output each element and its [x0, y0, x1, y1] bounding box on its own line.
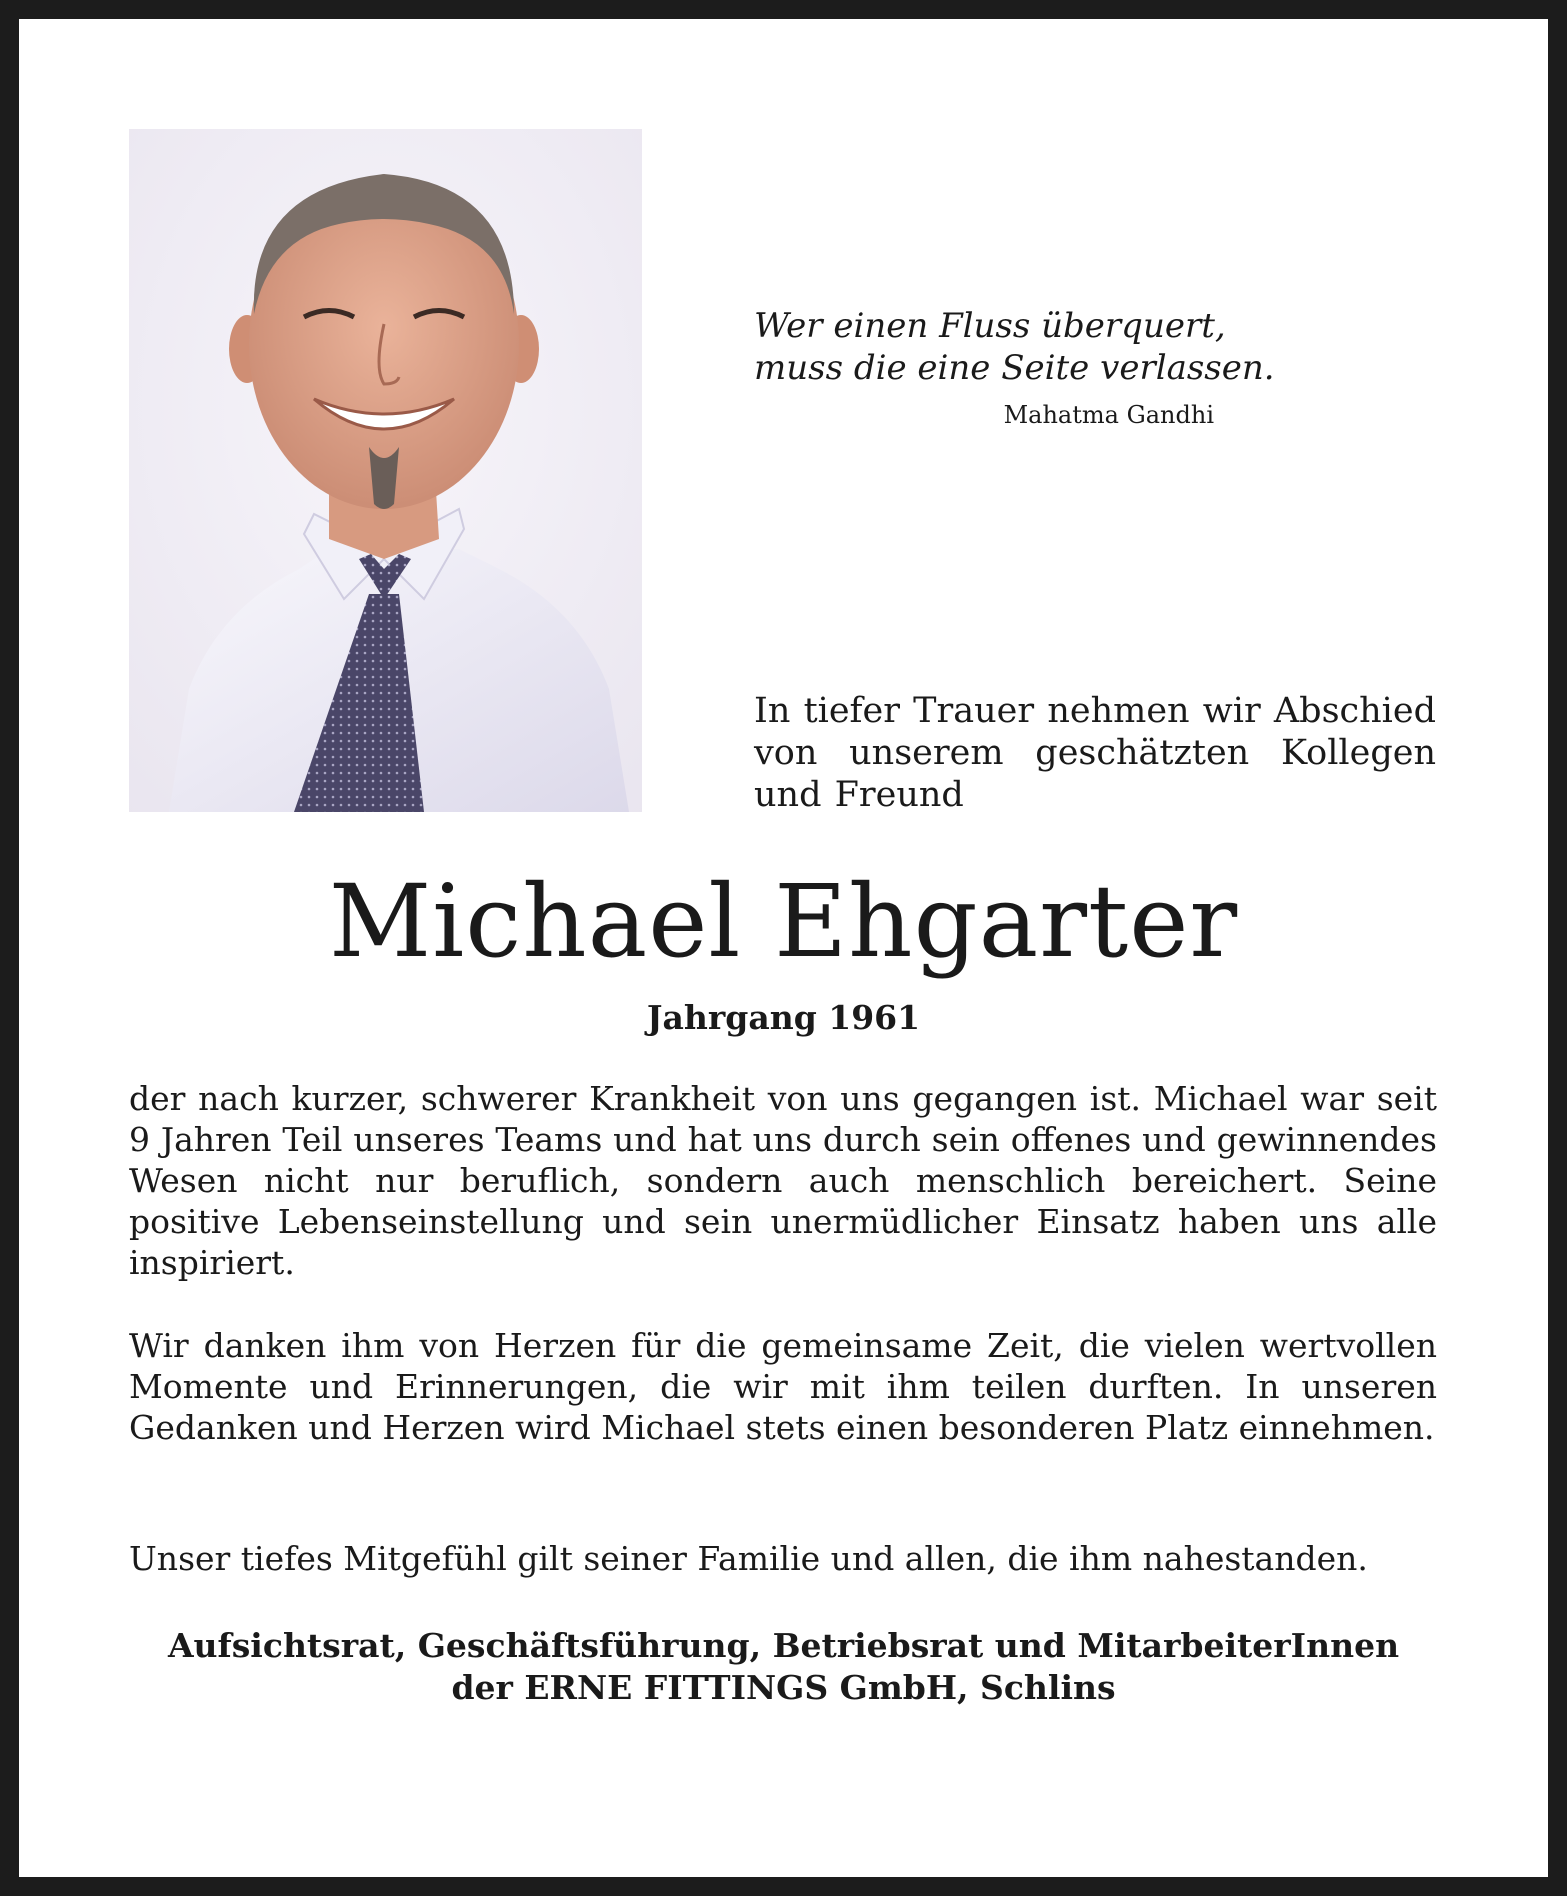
quote-line: muss die eine Seite verlassen.	[754, 348, 1275, 388]
signature-line-1: Aufsichtsrat, Geschäftsführung, Betriebsrat und MitarbeiterInnen	[167, 1626, 1400, 1665]
portrait-illustration	[129, 129, 642, 812]
signature-block	[0, 1625, 1567, 1709]
portrait-photo	[129, 129, 642, 812]
deceased-name: Michael Ehgarter	[328, 863, 1239, 980]
quote-author: Mahatma Gandhi	[1003, 401, 1214, 429]
signature-line-2: der ERNE FITTINGS GmbH, Schlins	[451, 1668, 1116, 1707]
paragraph-3: Unser tiefes Mitgefühl gilt seiner Familie und allen, die ihm nahestanden.	[129, 1539, 1368, 1578]
quote-block	[754, 305, 1275, 431]
quote-line: Wer einen Fluss überquert,	[754, 306, 1226, 346]
paragraph-1: der nach kurzer, schwerer Krankheit von uns gegangen ist. Michael war seit 9 Jahren Teil unseres Teams und hat uns durch sein offenes und gewinnendes Wesen nicht nur beruflich, sondern auch menschlich bereichert. Seine positive Lebenseinstellung und sein unermüdlicher Einsatz haben uns alle inspiriert.	[129, 1079, 1437, 1282]
birth-year: Jahrgang 1961	[646, 998, 921, 1037]
paragraph-2: Wir danken ihm von Herzen für die gemeinsame Zeit, die vielen wertvollen Momente und Erinnerungen, die wir mit ihm teilen durften. In unseren Gedanken und Herzen wird Michael stets einen besonderen Platz einnehmen.	[129, 1326, 1437, 1447]
intro-text: In tiefer Trauer nehmen wir Abschied von unserem geschätzten Kollegen und Freund	[754, 691, 1436, 815]
